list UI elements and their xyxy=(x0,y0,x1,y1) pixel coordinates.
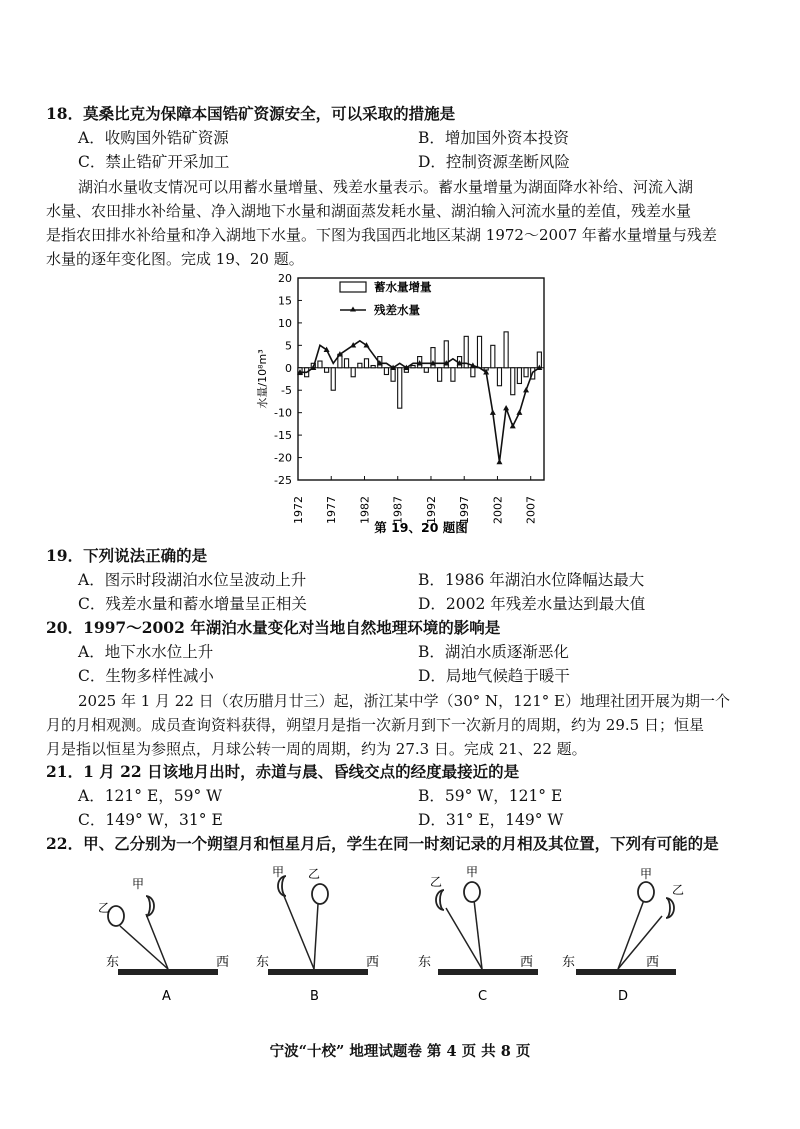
sightline-jia xyxy=(146,914,168,969)
q19-stem: 19．下列说法正确的是 xyxy=(46,546,208,565)
intro-21-22-line: 2025 年 1 月 22 日（农历腊月廿三）起，浙江某中学（30° N，121° E）地理社团开展为期一个 xyxy=(78,692,730,710)
moon-diagram-a xyxy=(88,866,248,1016)
diagram-east-label: 东 xyxy=(418,955,432,970)
storage-increment-bar xyxy=(438,368,442,381)
storage-increment-bar xyxy=(451,368,455,381)
water-balance-chart xyxy=(240,268,570,538)
diagram-yi-label: 乙 xyxy=(308,867,321,881)
sightline-yi xyxy=(120,926,168,969)
storage-increment-bar xyxy=(517,368,521,384)
intro-19-20 xyxy=(46,175,746,271)
moon-yi-icon xyxy=(108,906,124,926)
moon-yi-icon xyxy=(436,890,444,910)
q18-option-b: B．增加国外资本投资 xyxy=(418,129,569,147)
storage-increment-bar xyxy=(325,368,329,372)
y-tick-label: 20 xyxy=(278,272,292,285)
moon-diagram-c xyxy=(408,866,568,1016)
intro-19-20-line: 水量、农田排水补给量、净入湖地下水量和湖面蒸发耗水量、湖泊输入河流水量的差值，残差水量 xyxy=(46,202,692,220)
diagram-west-label: 西 xyxy=(216,955,230,970)
q19-option-c: C．残差水量和蓄水增量呈正相关 xyxy=(78,595,307,613)
x-tick-label: 1992 xyxy=(424,496,438,524)
storage-increment-bar xyxy=(471,368,475,377)
diagram-yi-label: 乙 xyxy=(672,883,685,897)
diagram-east-label: 东 xyxy=(256,955,270,970)
legend-bar-label: 蓄水量增量 xyxy=(374,280,432,294)
x-tick-label: 1987 xyxy=(391,496,405,524)
q21-option-a: A．121° E，59° W xyxy=(78,787,223,805)
q18-option-c: C．禁止锆矿开采加工 xyxy=(78,153,230,171)
q19-option-d: D．2002 年残差水量达到最大值 xyxy=(418,595,646,613)
x-tick-label: 1982 xyxy=(358,496,372,524)
storage-increment-bar xyxy=(358,363,362,367)
intro-19-20-line: 水量的逐年变化图。完成 19、20 题。 xyxy=(46,250,304,268)
diagram-jia-label: 甲 xyxy=(640,867,653,881)
diagram-jia-label: 甲 xyxy=(272,865,285,879)
storage-increment-bar xyxy=(477,336,481,367)
residual-water-point xyxy=(503,405,509,410)
moon-jia-icon xyxy=(146,896,154,916)
diagram-east-label: 东 xyxy=(562,955,576,970)
storage-increment-bar xyxy=(351,368,355,377)
q20-option-d: D．局地气候趋于暖干 xyxy=(418,667,570,685)
moon-jia-icon xyxy=(278,876,286,896)
storage-increment-bar xyxy=(511,368,515,395)
q20-option-c: C．生物多样性减小 xyxy=(78,667,214,685)
intro-19-20-line: 湖泊水量收支情况可以用蓄水量增量、残差水量表示。蓄水量增量为湖面降水补给、河流入湖 xyxy=(78,178,694,196)
storage-increment-bar xyxy=(411,366,415,368)
q19-option-a: A．图示时段湖泊水位呈波动上升 xyxy=(78,571,307,589)
horizon-bar xyxy=(118,969,218,975)
residual-water-point xyxy=(496,459,502,464)
moon-diagram-b xyxy=(238,866,398,1016)
storage-increment-bar xyxy=(318,361,322,368)
q21-option-d: D．31° E，149° W xyxy=(418,811,564,829)
intro-19-20-line: 是指农田排水补给量和净入湖地下水量。下图为我国西北地区某湖 1972～2007 年蓄水量增量与残差 xyxy=(46,226,717,244)
diagram-jia-label: 甲 xyxy=(466,865,479,879)
y-tick-label: 15 xyxy=(278,294,292,308)
residual-water-point xyxy=(490,409,496,414)
storage-increment-bar xyxy=(504,332,508,368)
diagram-west-label: 西 xyxy=(646,955,660,970)
q20-option-a: A．地下水水位上升 xyxy=(78,643,214,661)
x-tick-label: 1977 xyxy=(325,496,339,524)
storage-increment-bar xyxy=(364,359,368,368)
diagram-west-label: 西 xyxy=(366,955,380,970)
q21-option-b: B．59° W，121° E xyxy=(418,787,563,805)
storage-increment-bar xyxy=(424,368,428,372)
storage-increment-bar xyxy=(398,368,402,408)
x-tick-label: 1972 xyxy=(292,496,305,524)
diagram-west-label: 西 xyxy=(520,955,534,970)
moon-jia-icon xyxy=(638,882,654,902)
residual-water-point xyxy=(510,423,516,428)
storage-increment-bar xyxy=(524,368,528,377)
y-tick-label: 10 xyxy=(278,316,292,330)
legend-line-marker xyxy=(350,307,356,312)
chart-caption: 第 19、20 题图 xyxy=(374,520,468,535)
legend-line-label: 残差水量 xyxy=(374,303,420,317)
y-tick-label: -15 xyxy=(274,429,292,443)
q18-stem: 18．莫桑比克为保障本国锆矿资源安全，可以采取的措施是 xyxy=(46,104,456,123)
storage-increment-bar xyxy=(331,368,335,390)
moon-yi-icon xyxy=(666,898,674,918)
diagram-yi-label: 乙 xyxy=(98,901,111,915)
q20-option-b: B．湖泊水质逐渐恶化 xyxy=(418,643,569,661)
q18-option-a: A．收购国外锆矿资源 xyxy=(78,129,229,147)
diagram-option-label: C xyxy=(478,989,488,1004)
storage-increment-bar xyxy=(491,345,495,367)
intro-21-22-line: 月是指以恒星为参照点，月球公转一周的周期，约为 27.3 日。完成 21、22 题。 xyxy=(46,740,587,758)
y-axis-label: 水量/10⁸m³ xyxy=(256,349,269,409)
residual-water-point xyxy=(523,387,529,392)
moon-diagram-d xyxy=(562,866,736,1016)
y-tick-label: -20 xyxy=(274,451,292,465)
q19-option-b: B．1986 年湖泊水位降幅达最大 xyxy=(418,571,645,589)
q18-option-d: D．控制资源垄断风险 xyxy=(418,153,570,171)
horizon-bar xyxy=(268,969,368,975)
residual-water-point xyxy=(516,409,522,414)
q20-stem: 20．1997～2002 年湖泊水量变化对当地自然地理环境的影响是 xyxy=(46,618,501,637)
q21-stem: 21．1 月 22 日该地月出时，赤道与晨、昏线交点的经度最接近的是 xyxy=(46,762,520,781)
moon-yi-icon xyxy=(312,884,328,904)
diagram-option-label: D xyxy=(618,989,629,1004)
storage-increment-bar xyxy=(497,368,501,386)
page-footer: 宁波“十校” 地理试题卷 第 4 页 共 8 页 xyxy=(269,1043,531,1060)
diagram-east-label: 东 xyxy=(106,955,120,970)
y-tick-label: -10 xyxy=(274,406,292,420)
q22-stem: 22．甲、乙分别为一个朔望月和恒星月后，学生在同一时刻记录的月相及其位置，下列有可能的是 xyxy=(46,834,719,853)
q21-option-c: C．149° W，31° E xyxy=(78,811,223,829)
y-tick-label: 0 xyxy=(285,361,292,375)
diagram-yi-label: 乙 xyxy=(430,875,443,889)
storage-increment-bar xyxy=(371,366,375,368)
sightline-yi xyxy=(314,904,318,969)
diagram-option-label: B xyxy=(310,989,319,1004)
storage-increment-bar xyxy=(384,368,388,375)
horizon-bar xyxy=(576,969,676,975)
x-tick-label: 1997 xyxy=(458,496,472,524)
diagram-option-label: A xyxy=(162,989,171,1004)
x-tick-label: 2007 xyxy=(524,496,538,524)
diagram-jia-label: 甲 xyxy=(132,877,145,891)
storage-increment-bar xyxy=(344,359,348,368)
x-tick-label: 2002 xyxy=(491,496,505,524)
sightline-jia xyxy=(284,896,314,969)
legend-bar-swatch xyxy=(340,282,366,292)
y-tick-label: -25 xyxy=(274,474,292,487)
y-tick-label: 5 xyxy=(285,339,292,353)
y-tick-label: -5 xyxy=(281,384,292,398)
intro-21-22 xyxy=(46,689,746,761)
moon-jia-icon xyxy=(464,882,480,902)
intro-21-22-line: 月的月相观测。成员查询资料获得，朔望月是指一次新月到下一次新月的周期，约为 29.5 日；恒星 xyxy=(46,716,704,734)
sightline-jia xyxy=(618,900,644,969)
